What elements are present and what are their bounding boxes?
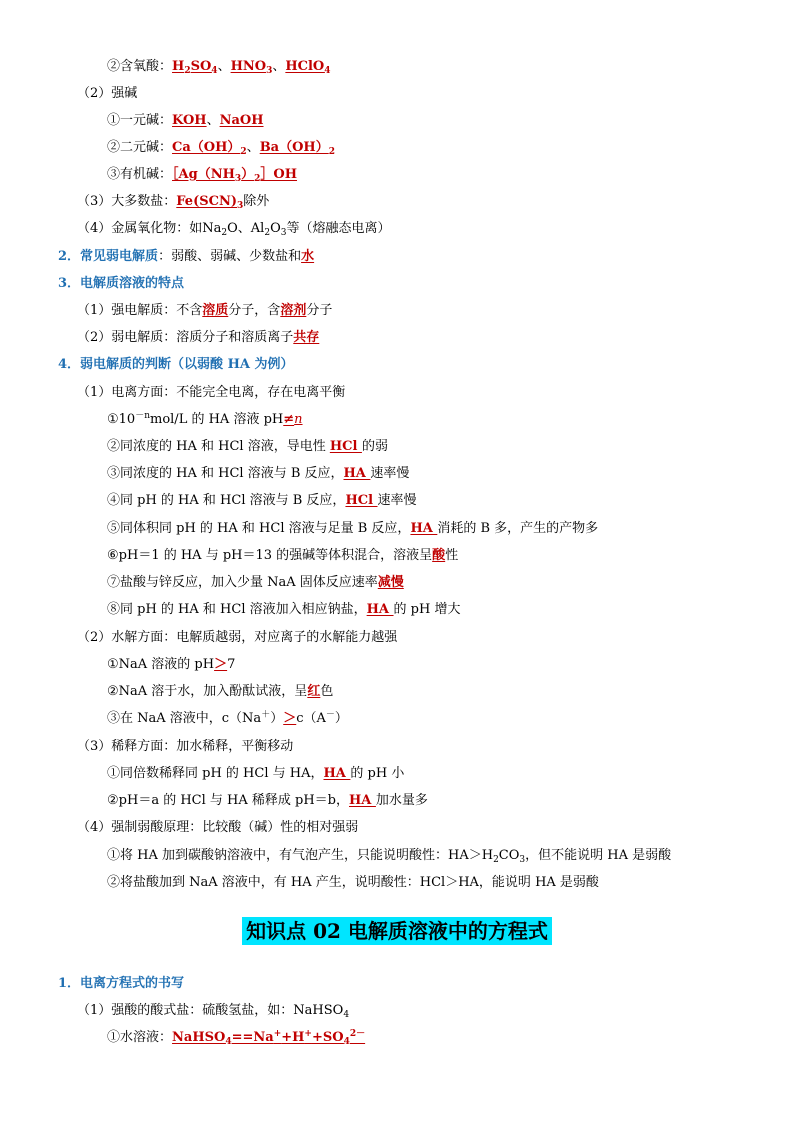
line-principle-1: ①将 HA 加到碳酸钠溶液中，有气泡产生，只能说明酸性：$HA>H_2CO_3$，但不能说明 HA 是弱酸 (107, 848, 672, 865)
line-item-4: ④同 pH 的 HA 和 HCl 溶液与 B 反应，HCl 速率慢 (107, 493, 417, 508)
line-organic-base: ③有机碱：$[Ag(NH_3)_2]OH$ (107, 167, 298, 184)
line-metal-oxides: （4）金属氧化物：如$Na_2O$、$Al_2O_3$等（熔融态电离） (77, 221, 391, 238)
line-dilution-aspect: （3）稀释方面：加水稀释，平衡移动 (77, 739, 294, 754)
line-weak-electrolyte: （2）弱电解质：溶质分子和溶质离子共存 (77, 330, 320, 345)
line-item-7: ⑦盐酸与锌反应，加入少量 NaA 固体反应速率减慢 (107, 575, 404, 590)
line-dilution-2: ②pH＝a 的 HCl 与 HA 稀释成 pH＝b，HA 加水量多 (107, 793, 428, 808)
line-acid-salt: （1）强酸的酸式盐：硫酸氢盐，如：NaHSO$_4$ (77, 1003, 350, 1020)
line-ionization-aspect: （1）电离方面：不能完全电离，存在电离平衡 (77, 385, 346, 400)
line-monobasic: ①一元碱：KOH、NaOH (107, 113, 264, 128)
line-item-1: $①10^{-n}mol/L$ 的 HA 溶液 pH≠n (107, 411, 303, 427)
line-oxyacids: ②含氧酸：$H_2SO_4$、$HNO_3$、HClO$_4$ (107, 59, 331, 76)
heading-weak-electrolytes: 2．常见弱电解质：弱酸、弱碱、少数盐和水 (58, 249, 315, 264)
line-strong-weak-principle: （4）强制弱酸原理：比较酸（碱）性的相对强弱 (77, 820, 359, 835)
line-hydrolysis-1: ①NaA 溶液的 pH＞7 (107, 657, 236, 672)
line-dilution-1: ①同倍数稀释同 pH 的 HCl 与 HA，HA 的 pH 小 (107, 766, 405, 781)
line-item-3: ③同浓度的 HA 和 HCl 溶液与 B 反应，HA 速率慢 (107, 466, 410, 481)
line-aqueous-equation: ①水溶液：$NaHSO_4==Na^++H^++SO_4^{2-}$ (107, 1029, 366, 1047)
heading-solution-features: 3．电解质溶液的特点 (58, 276, 185, 291)
line-hydrolysis-2: ②NaA 溶于水，加入酚酞试液，呈红色 (107, 684, 334, 699)
answer-oxyacids: $H_2SO_4$ (172, 59, 218, 76)
line-dibasic: ②二元碱：$Ca(OH)_2$、$Ba(OH)_2$ (107, 140, 335, 157)
line-item-2: ②同浓度的 HA 和 HCl 溶液，导电性 HCl 的弱 (107, 439, 388, 454)
answer-equation: $NaHSO_4==Na^++H^++SO_4^{2-}$ (172, 1029, 366, 1047)
line-salts: （3）大多数盐：$Fe(SCN)_3$除外 (77, 194, 270, 211)
section-title: 知识点 02 电解质溶液中的方程式 (0, 916, 794, 946)
line-hydrolysis-aspect: （2）水解方面：电解质越弱，对应离子的水解能力越强 (77, 630, 398, 645)
line-item-5: ⑤同体积同 pH 的 HA 和 HCl 溶液与足量 B 反应，HA 消耗的 B 多，产生的产物多 (107, 521, 599, 536)
heading-weak-judgement: 4．弱电解质的判断（以弱酸 HA 为例） (58, 357, 294, 372)
line-strong-electrolyte: （1）强电解质：不含溶质分子，含溶剂分子 (77, 303, 333, 318)
heading-ionization-equations: 1．电离方程式的书写 (58, 976, 185, 991)
line-hydrolysis-3: ③在 NaA 溶液中，c（Na＋）＞c（A－） (107, 710, 348, 726)
line-strong-bases: （2）强碱 (77, 86, 138, 101)
line-item-8: ⑧同 pH 的 HA 和 HCl 溶液加入相应钠盐，HA 的 pH 增大 (107, 602, 461, 617)
line-principle-2: ②将盐酸加到 NaA 溶液中，有 HA 产生，说明酸性：HCl＞HA，能说明 HA 是弱酸 (107, 875, 599, 890)
line-item-6: ⑥pH＝1 的 HA 与 pH＝13 的强碱等体积混合，溶液呈酸性 (107, 548, 459, 563)
